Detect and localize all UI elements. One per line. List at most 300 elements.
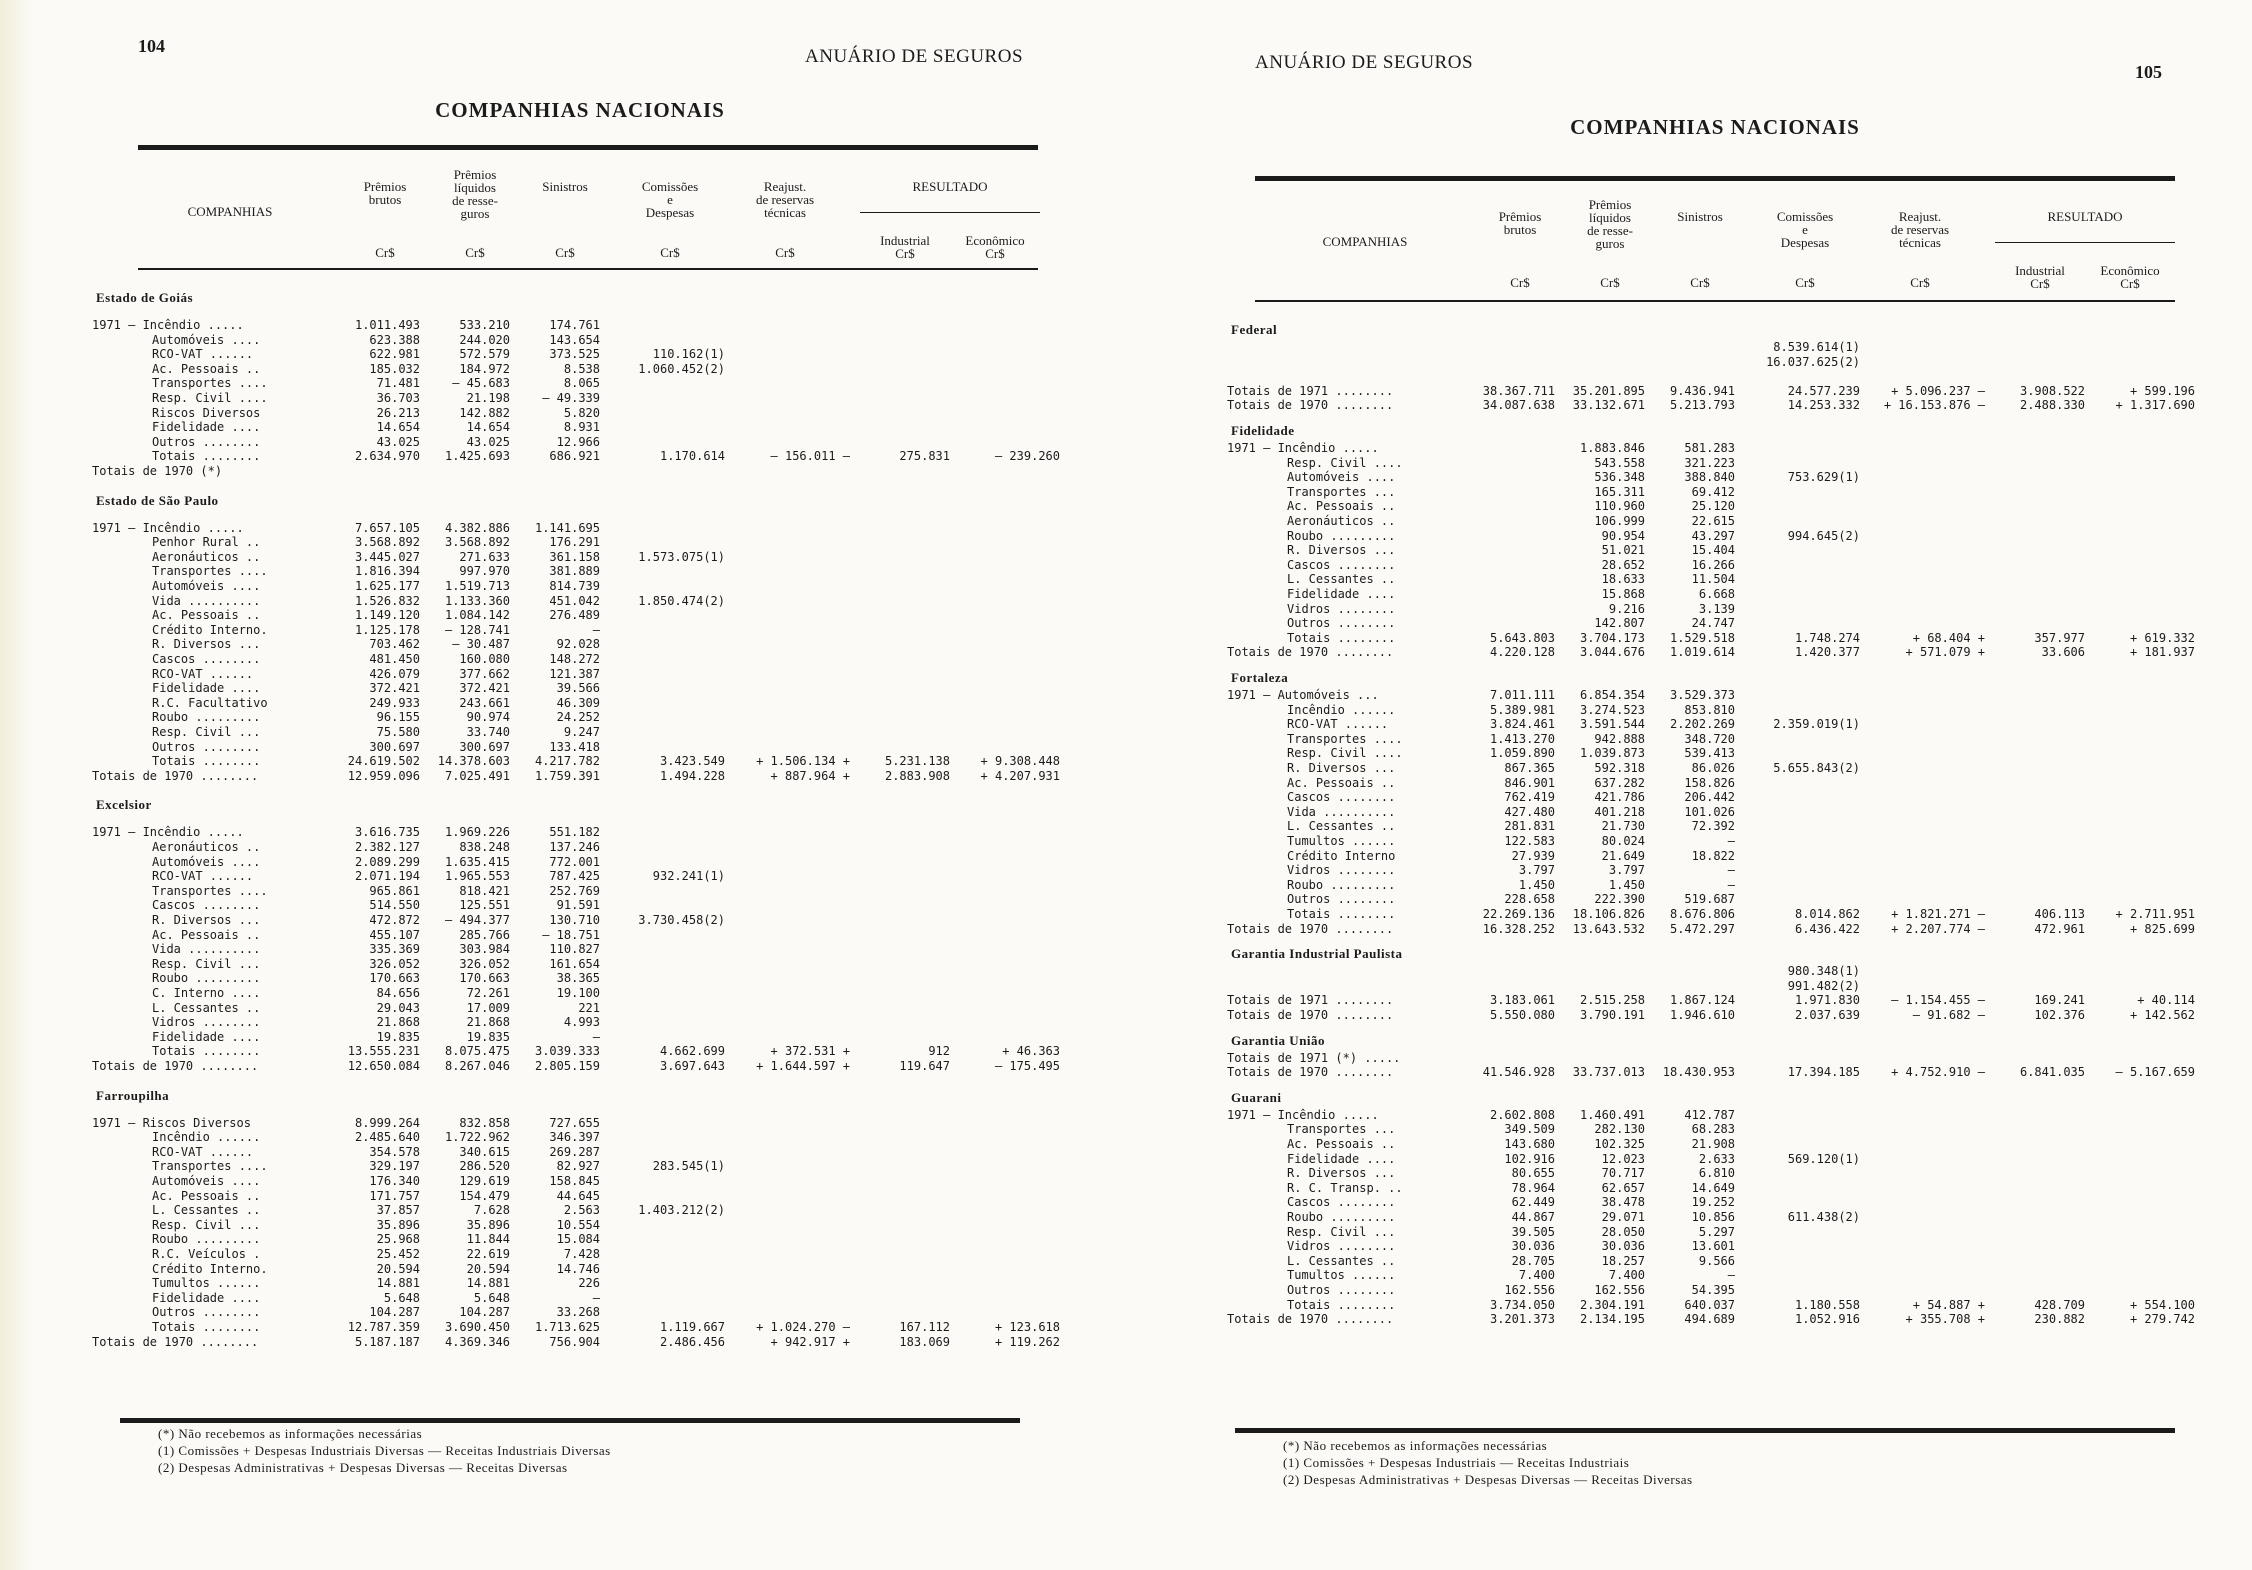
cell-value: 34.087.638 <box>1482 398 1555 413</box>
table-row <box>100 986 1060 1000</box>
cell-value: 102.376 <box>2034 1008 2085 1022</box>
cell-value: 154.479 <box>459 1188 510 1203</box>
table-row <box>1235 863 2195 877</box>
row-label: Tumultos ...... <box>1287 834 1396 848</box>
cell-value: + 40.114 <box>2137 993 2195 1008</box>
table-row <box>92 825 1060 840</box>
cell-value: 539.413 <box>1684 746 1735 761</box>
cell-value: 932.241(1) <box>652 869 725 884</box>
cell-value: 21.908 <box>1691 1137 1735 1151</box>
cell-value: 2.563 <box>563 1203 600 1218</box>
row-label: Transportes .... <box>1287 731 1403 746</box>
row-label: R. Diversos ... <box>1287 1166 1396 1181</box>
row-label: Resp. Civil .... <box>1287 455 1403 470</box>
cell-value: 21.868 <box>466 1015 510 1030</box>
row-label: Totais ........ <box>152 754 261 769</box>
table-row <box>100 406 1060 420</box>
row-label: Resp. Civil ... <box>152 1217 261 1232</box>
cell-value: 787.425 <box>549 869 600 884</box>
cell-value: 3.568.892 <box>444 535 510 550</box>
table-row <box>100 1218 1060 1232</box>
cell-value: 230.882 <box>2034 1312 2085 1327</box>
cell-value: 33.606 <box>2041 645 2085 660</box>
cell-value: 269.287 <box>549 1144 600 1159</box>
cell-value: 349.509 <box>1504 1122 1555 1137</box>
header-unit: Cr$ <box>375 245 395 260</box>
row-label: Cascos ........ <box>1287 790 1396 805</box>
table-row <box>1235 1152 2195 1166</box>
row-label: Cascos ........ <box>152 652 261 666</box>
cell-value: 39.505 <box>1511 1224 1555 1239</box>
cell-value: + 825.699 <box>2129 921 2195 936</box>
cell-value: 206.442 <box>1684 790 1735 805</box>
running-head: ANUÁRIO DE SEGUROS <box>1255 52 1474 73</box>
cell-value: 2.071.194 <box>354 869 420 884</box>
cell-value: 1.413.270 <box>1489 731 1555 746</box>
table-row <box>100 608 1060 622</box>
row-label: Cascos ........ <box>152 898 261 913</box>
table-row <box>100 435 1060 449</box>
cell-value: 130.710 <box>549 913 600 927</box>
cell-value: 5.550.080 <box>1489 1008 1555 1022</box>
cell-value: 18.257 <box>1601 1253 1645 1268</box>
table-row <box>1227 993 2195 1008</box>
table-row <box>1235 369 2195 383</box>
cell-value: + 571.079 + <box>1905 645 1985 660</box>
cell-value: 43.297 <box>1691 528 1735 543</box>
cell-value: 25.120 <box>1691 499 1735 514</box>
cell-value: 281.831 <box>1504 819 1555 834</box>
cell-value: — <box>592 1290 600 1305</box>
cell-value: 1.529.518 <box>1669 630 1735 645</box>
cell-value: 142.807 <box>1594 616 1645 631</box>
cell-value: 303.984 <box>459 942 510 957</box>
cell-value: 3.445.027 <box>354 549 420 564</box>
header-industrial: Industrial <box>2015 263 2065 278</box>
cell-value: 1.519.713 <box>444 579 510 593</box>
row-label: C. Interno .... <box>152 986 261 1000</box>
row-label: Fidelidade .... <box>152 420 261 435</box>
row-label: 1971 — Incêndio ..... <box>92 520 244 535</box>
cell-value: 7.400 <box>1518 1268 1555 1283</box>
cell-value: 5.648 <box>473 1290 510 1305</box>
row-label: Fidelidade .... <box>1287 1151 1396 1166</box>
table-row <box>1235 1225 2195 1239</box>
row-label: 1971 — Incêndio ..... <box>1227 1107 1379 1122</box>
table-row <box>1235 849 2195 863</box>
cell-value: 16.266 <box>1691 557 1735 572</box>
cell-value: 346.397 <box>549 1130 600 1145</box>
table-row <box>100 1276 1060 1290</box>
cell-value: 137.246 <box>549 840 600 854</box>
cell-value: 35.896 <box>466 1217 510 1232</box>
table-row <box>100 710 1060 724</box>
cell-value: 832.858 <box>459 1115 510 1130</box>
cell-value: — 1.154.455 — <box>1891 993 1985 1008</box>
table-row <box>100 667 1060 681</box>
cell-value: 7.657.105 <box>354 520 420 535</box>
table-row <box>1235 1195 2195 1209</box>
left-page <box>92 0 1060 1570</box>
cell-value: 143.654 <box>549 332 600 347</box>
table-row <box>100 725 1060 739</box>
cell-value: + 5.096.237 — <box>1891 383 1985 398</box>
table-row <box>92 318 1060 332</box>
cell-value: 90.954 <box>1601 528 1645 543</box>
cell-value: 1.526.832 <box>354 593 420 608</box>
cell-value: 1.170.614 <box>659 449 725 464</box>
header-resultado: RESULTADO <box>912 179 988 194</box>
cell-value: 14.649 <box>1691 1180 1735 1195</box>
row-label: Totais de 1970 ........ <box>1227 1008 1394 1022</box>
cell-value: 222.390 <box>1594 892 1645 907</box>
cell-value: 80.024 <box>1601 834 1645 848</box>
table-row <box>1235 819 2195 833</box>
table-row <box>100 1247 1060 1261</box>
cell-value: 965.861 <box>369 883 420 898</box>
cell-value: 10.554 <box>556 1217 600 1232</box>
table-row <box>100 1203 1060 1217</box>
cell-value: + 1.821.271 — <box>1891 907 1985 921</box>
cell-value: 10.856 <box>1691 1210 1735 1224</box>
cell-value: 1.141.695 <box>534 520 600 535</box>
cell-value: 14.654 <box>376 420 420 435</box>
cell-value: 24.577.239 <box>1787 383 1860 398</box>
company-name: Estado de Goiás <box>96 290 194 305</box>
row-label: R. Diversos ... <box>1287 761 1396 775</box>
cell-value: 82.927 <box>556 1159 600 1174</box>
table-row <box>100 1232 1060 1246</box>
cell-value: 2.304.191 <box>1579 1297 1645 1312</box>
cell-value: 3.730.458(2) <box>638 913 725 927</box>
cell-value: 13.555.231 <box>347 1044 420 1059</box>
cell-value: 377.662 <box>459 666 510 681</box>
table-row <box>100 1015 1060 1029</box>
cell-value: 3.797 <box>1518 863 1555 878</box>
table-row <box>1235 1210 2195 1224</box>
cell-value: + 1.024.270 — <box>756 1320 850 1334</box>
row-label: Automóveis .... <box>152 579 261 593</box>
cell-value: 3.274.523 <box>1579 702 1645 717</box>
cell-value: 326.052 <box>369 956 420 971</box>
cell-value: 401.218 <box>1594 804 1645 819</box>
cell-value: 300.697 <box>459 739 510 754</box>
header-unit: Cr$ <box>1795 275 1815 290</box>
table-row <box>1235 746 2195 760</box>
cell-value: 455.107 <box>369 927 420 942</box>
table-row <box>100 1189 1060 1203</box>
cell-value: 361.158 <box>549 549 600 564</box>
cell-value: 426.079 <box>369 666 420 681</box>
cell-value: 24.619.502 <box>347 754 420 769</box>
cell-value: 125.551 <box>459 898 510 913</box>
row-label: Totais de 1971 (*) ..... <box>1227 1050 1401 1065</box>
cell-value: + 68.404 + <box>1912 630 1985 645</box>
cell-value: 143.680 <box>1504 1137 1555 1151</box>
header-rule <box>1255 300 2175 302</box>
cell-value: + 1.506.134 + <box>756 754 850 769</box>
cell-value: + 1.644.597 + <box>756 1059 850 1073</box>
cell-value: 133.418 <box>549 739 600 754</box>
cell-value: 357.977 <box>2034 630 2085 645</box>
table-row <box>100 362 1060 376</box>
cell-value: 8.538 <box>563 361 600 376</box>
header-unit: Cr$ <box>1910 275 1930 290</box>
cell-value: + 942.917 + <box>770 1334 850 1349</box>
row-label: Cascos ........ <box>1287 557 1396 572</box>
cell-value: 19.100 <box>556 986 600 1000</box>
cell-value: + 372.531 + <box>770 1044 850 1059</box>
cell-value: 174.761 <box>549 318 600 332</box>
row-label: Totais de 1970 ........ <box>1227 398 1394 413</box>
row-label: Totais de 1970 ........ <box>92 1334 259 1349</box>
cell-value: 428.709 <box>2034 1297 2085 1312</box>
cell-value: 1.971.830 <box>1794 993 1860 1008</box>
cell-value: 753.629(1) <box>1787 470 1860 485</box>
cell-value: 1.119.667 <box>659 1320 725 1334</box>
cell-value: 36.703 <box>376 391 420 405</box>
cell-value: 321.223 <box>1684 455 1735 470</box>
table-row <box>1235 732 2195 746</box>
table-row <box>1235 514 2195 528</box>
cell-value: — <box>1727 1268 1735 1283</box>
header-reajust: de reservas <box>755 192 815 207</box>
cell-value: 572.579 <box>459 347 510 362</box>
cell-value: 1.180.558 <box>1794 1297 1860 1312</box>
row-label: Automóveis .... <box>152 332 261 347</box>
cell-value: — 30.487 <box>452 637 510 652</box>
table-row <box>1235 892 2195 906</box>
row-label: R. Diversos ... <box>1287 543 1396 558</box>
cell-value: — 156.011 — <box>770 449 850 464</box>
table-row <box>1235 979 2195 993</box>
header-resultado: RESULTADO <box>2047 209 2123 224</box>
cell-value: 8.014.862 <box>1794 907 1860 921</box>
cell-value: 1.425.693 <box>444 449 510 464</box>
cell-value: 43.025 <box>376 434 420 449</box>
row-label: Roubo ......... <box>1287 1210 1396 1224</box>
row-label: Totais de 1970 ........ <box>1227 1065 1394 1080</box>
table-row <box>1235 631 2195 645</box>
row-label: Ac. Pessoais .. <box>152 1188 261 1203</box>
cell-value: 283.545(1) <box>652 1159 725 1174</box>
row-label: Roubo ......... <box>1287 528 1396 543</box>
table-row <box>1235 602 2195 616</box>
cell-value: 5.648 <box>383 1290 420 1305</box>
cell-value: 536.348 <box>1594 470 1645 485</box>
cell-value: 5.297 <box>1698 1224 1735 1239</box>
row-label: Outros ........ <box>1287 1283 1396 1297</box>
row-label: Crédito Interno <box>1287 848 1396 863</box>
cell-value: 2.883.908 <box>884 768 950 783</box>
cell-value: 110.162(1) <box>652 347 725 362</box>
cell-value: — 49.339 <box>542 391 600 405</box>
table-row <box>100 696 1060 710</box>
cell-value: 170.663 <box>459 971 510 986</box>
cell-value: 46.309 <box>556 695 600 710</box>
cell-value: 853.810 <box>1684 702 1735 717</box>
cell-value: 80.655 <box>1511 1166 1555 1181</box>
cell-value: 8.999.264 <box>354 1115 420 1130</box>
cell-value: 1.084.142 <box>444 608 510 623</box>
cell-value: 21.868 <box>376 1015 420 1030</box>
cell-value: 102.325 <box>1594 1137 1645 1151</box>
table-row <box>100 579 1060 593</box>
table-row <box>100 535 1060 549</box>
cell-value: 162.556 <box>1504 1283 1555 1297</box>
cell-value: 2.515.258 <box>1579 993 1645 1008</box>
row-label: Totais de 1970 ........ <box>92 1059 259 1073</box>
cell-value: 30.036 <box>1511 1239 1555 1254</box>
cell-value: 69.412 <box>1691 484 1735 499</box>
table-row <box>100 1320 1060 1334</box>
cell-value: 1.969.226 <box>444 825 510 840</box>
header-companhias: COMPANHIAS <box>1322 234 1408 249</box>
cell-value: 5.213.793 <box>1669 398 1735 413</box>
cell-value: 39.566 <box>556 681 600 696</box>
header-industrial: Industrial <box>880 233 930 248</box>
cell-value: 7.400 <box>1608 1268 1645 1283</box>
header-unit: Cr$ <box>2120 276 2140 291</box>
header-reajust: técnicas <box>764 205 806 220</box>
cell-value: 519.687 <box>1684 892 1735 907</box>
row-label: Automóveis .... <box>1287 470 1396 485</box>
cell-value: 846.901 <box>1504 775 1555 790</box>
table-row <box>1235 485 2195 499</box>
cell-value: 110.960 <box>1594 499 1645 514</box>
footnote-line: (*) Não recebemos as informações necessárias <box>1283 1438 1548 1453</box>
cell-value: 6.668 <box>1698 587 1735 601</box>
row-label: Vidros ........ <box>1287 601 1396 616</box>
cell-value: 3.039.333 <box>534 1044 600 1059</box>
cell-value: 381.889 <box>549 564 600 579</box>
table-row <box>100 449 1060 463</box>
cell-value: 228.658 <box>1504 892 1555 907</box>
cell-value: — 175.495 <box>994 1059 1060 1073</box>
cell-value: 1.450 <box>1518 877 1555 892</box>
running-head: ANUÁRIO DE SEGUROS <box>805 46 1024 67</box>
cell-value: 44.645 <box>556 1188 600 1203</box>
row-label: Totais ........ <box>1287 907 1396 921</box>
row-label: Vida .......... <box>152 593 261 608</box>
row-label: Transportes .... <box>152 376 268 391</box>
header-unit: Cr$ <box>555 245 575 260</box>
cell-value: 592.318 <box>1594 761 1645 775</box>
row-label: Tumultos ...... <box>152 1276 261 1291</box>
company-name: Garantia Industrial Paulista <box>1231 946 1403 962</box>
cell-value: 26.213 <box>376 405 420 420</box>
header-reajust: de reservas <box>1890 222 1950 237</box>
row-label: Totais de 1971 ........ <box>1227 993 1394 1008</box>
table-row <box>1235 558 2195 572</box>
table-row <box>100 376 1060 390</box>
cell-value: + 2.207.774 — <box>1891 921 1985 936</box>
cell-value: 122.583 <box>1504 834 1555 848</box>
table-row <box>100 652 1060 666</box>
table-row <box>100 884 1060 898</box>
cell-value: 15.868 <box>1601 587 1645 601</box>
row-label: Vidros ........ <box>1287 1239 1396 1254</box>
cell-value: 68.283 <box>1691 1122 1735 1137</box>
table-row <box>1235 1181 2195 1195</box>
cell-value: 340.615 <box>459 1144 510 1159</box>
header-premios-brutos: brutos <box>1503 222 1537 237</box>
table-row <box>100 1305 1060 1319</box>
cell-value: 90.974 <box>466 710 510 725</box>
row-label: Vida .......... <box>1287 804 1396 819</box>
cell-value: 285.766 <box>459 927 510 942</box>
cell-value: 104.287 <box>459 1305 510 1320</box>
header-comissoes: Comissões <box>641 179 699 194</box>
cell-value: 1.019.614 <box>1669 645 1735 660</box>
cell-value: 176.340 <box>369 1174 420 1188</box>
row-label: Ac. Pessoais .. <box>152 361 261 376</box>
cell-value: 727.655 <box>549 1115 600 1130</box>
table-row <box>92 1115 1060 1130</box>
cell-value: 54.395 <box>1691 1283 1735 1297</box>
header-comissoes: Despesas <box>645 205 695 220</box>
header-resultado-rule <box>860 212 1040 213</box>
cell-value: 12.966 <box>556 434 600 449</box>
cell-value: 183.069 <box>899 1334 950 1349</box>
cell-value: 2.633 <box>1698 1151 1735 1166</box>
header-sinistros: Sinistros <box>1677 209 1723 224</box>
cell-value: + 46.363 <box>1002 1044 1060 1059</box>
cell-value: + 123.618 <box>994 1320 1060 1334</box>
cell-value: 33.737.013 <box>1572 1065 1645 1080</box>
cell-value: + 2.711.951 <box>2115 907 2195 921</box>
table-row <box>100 1291 1060 1305</box>
cell-value: — 91.682 — <box>1912 1008 1985 1022</box>
row-label: RCO-VAT ...... <box>152 869 254 884</box>
cell-value: 184.972 <box>459 361 510 376</box>
company-name: Federal <box>1231 322 1278 337</box>
row-label: 1971 — Incêndio ..... <box>92 318 244 332</box>
cell-value: 37.857 <box>376 1203 420 1218</box>
cell-value: 2.602.808 <box>1489 1107 1555 1122</box>
header-unit: Cr$ <box>985 246 1005 261</box>
table-row <box>100 594 1060 608</box>
cell-value: 4.382.886 <box>444 520 510 535</box>
cell-value: 1.403.212(2) <box>638 1203 725 1218</box>
cell-value: 814.739 <box>549 579 600 593</box>
cell-value: — 128.741 <box>444 622 510 637</box>
cell-value: 1.759.391 <box>534 768 600 783</box>
cell-value: 1.713.625 <box>534 1320 600 1334</box>
row-label: Totais ........ <box>152 1320 261 1334</box>
row-label: Resp. Civil ... <box>152 956 261 971</box>
row-label: Transportes .... <box>152 1159 268 1174</box>
cell-value: 16.037.625(2) <box>1766 354 1860 369</box>
row-label: Vidros ........ <box>1287 863 1396 878</box>
cell-value: 6.810 <box>1698 1166 1735 1181</box>
header-resultado-rule <box>1995 242 2175 243</box>
cell-value: 33.132.671 <box>1572 398 1645 413</box>
table-row <box>100 391 1060 405</box>
cell-value: 3.704.173 <box>1579 630 1645 645</box>
row-label: 1971 — Incêndio ..... <box>92 825 244 840</box>
cell-value: + 181.937 <box>2129 645 2195 660</box>
cell-value: 129.619 <box>459 1174 510 1188</box>
cell-value: 1.816.394 <box>354 564 420 579</box>
footnote-line: (2) Despesas Administrativas + Despesas Diversas — Receitas Diversas <box>158 1460 568 1475</box>
cell-value: 5.472.297 <box>1669 921 1735 936</box>
cell-value: 21.730 <box>1601 819 1645 834</box>
header-premios-brutos: Prêmios <box>1498 209 1542 224</box>
cell-value: 756.904 <box>549 1334 600 1349</box>
cell-value: 19.835 <box>466 1029 510 1044</box>
cell-value: 171.757 <box>369 1188 420 1203</box>
